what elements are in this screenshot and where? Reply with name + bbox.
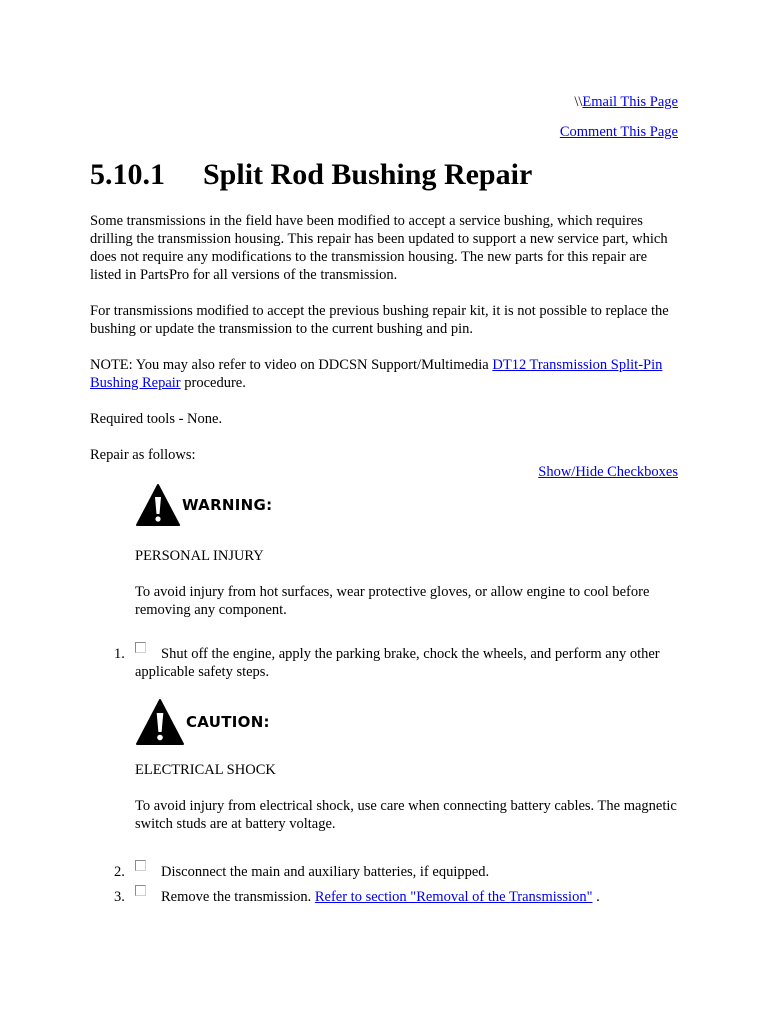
warning-text: To avoid injury from hot surfaces, wear protective gloves, or allow engine to cool before removing any component. bbox=[135, 584, 650, 618]
show-hide-row bbox=[538, 463, 678, 481]
comment-this-page-link[interactable]: Comment This Page bbox=[559, 124, 678, 140]
caution-heading: ELECTRICAL SHOCK bbox=[135, 762, 276, 778]
repair-intro: Repair as follows: bbox=[90, 447, 196, 463]
warning-block bbox=[135, 481, 678, 619]
caution-text: To avoid injury from electrical shock, use care when connecting battery cables. The magnetic switch studs are at battery voltage. bbox=[135, 798, 677, 832]
step-text: Shut off the engine, apply the parking brake, chock the wheels, and perform any other applicable safety steps. bbox=[135, 646, 660, 680]
note-text-end: procedure. bbox=[180, 375, 246, 391]
intro-paragraph-2: For transmissions modified to accept the previous bushing repair kit, it is not possible to replace the bushing or update the transmission to the current bushing and pin. bbox=[90, 303, 669, 337]
section-number: 5.10.1 bbox=[90, 158, 165, 191]
page-actions bbox=[560, 92, 678, 152]
required-tools: Required tools - None. bbox=[90, 411, 223, 427]
caution-block bbox=[135, 698, 678, 833]
removal-section-link[interactable]: Refer to section "Removal of the Transmission" bbox=[314, 889, 593, 905]
intro-paragraph-1: Some transmissions in the field have been modified to accept a service bushing, which requires drilling the transmission housing. This repair has been updated to support a new service part, which does not require any modifications to the transmission housing. The new parts for this repair are listed in PartsPro for all versions of the transmission. bbox=[90, 213, 668, 283]
email-this-page-link[interactable]: Email This Page bbox=[582, 94, 678, 110]
note-paragraph bbox=[90, 356, 678, 392]
section-title: Split Rod Bushing Repair bbox=[203, 158, 533, 191]
step-text: Disconnect the main and auxiliary batteries, if equipped. bbox=[161, 864, 490, 880]
email-prefix: \\ bbox=[574, 94, 583, 110]
comment-row bbox=[560, 122, 678, 152]
warning-heading: PERSONAL INJURY bbox=[135, 548, 264, 564]
note-text: NOTE: You may also refer to video on DDCSN Support/Multimedia bbox=[90, 357, 493, 373]
step-number: 2. bbox=[114, 864, 125, 880]
warning-word: WARNING: bbox=[182, 496, 273, 514]
show-hide-checkboxes-link[interactable]: Show/Hide Checkboxes bbox=[538, 464, 678, 480]
caution-word: CAUTION: bbox=[186, 713, 270, 731]
step-text-after: . bbox=[592, 889, 600, 905]
intro-section bbox=[90, 212, 678, 482]
step-text-before: Remove the transmission. bbox=[161, 889, 315, 905]
warning-triangle-icon bbox=[135, 482, 181, 528]
step-number: 3. bbox=[114, 889, 125, 905]
step-number: 1. bbox=[114, 646, 125, 662]
warning-label bbox=[135, 481, 678, 529]
caution-triangle-icon bbox=[135, 697, 185, 747]
step-text bbox=[135, 888, 678, 906]
caution-label bbox=[135, 698, 678, 746]
page-title bbox=[90, 158, 532, 192]
video-link[interactable]: DT12 Transmission Split-Pin Bushing Repair bbox=[90, 357, 663, 391]
email-row bbox=[560, 92, 678, 122]
